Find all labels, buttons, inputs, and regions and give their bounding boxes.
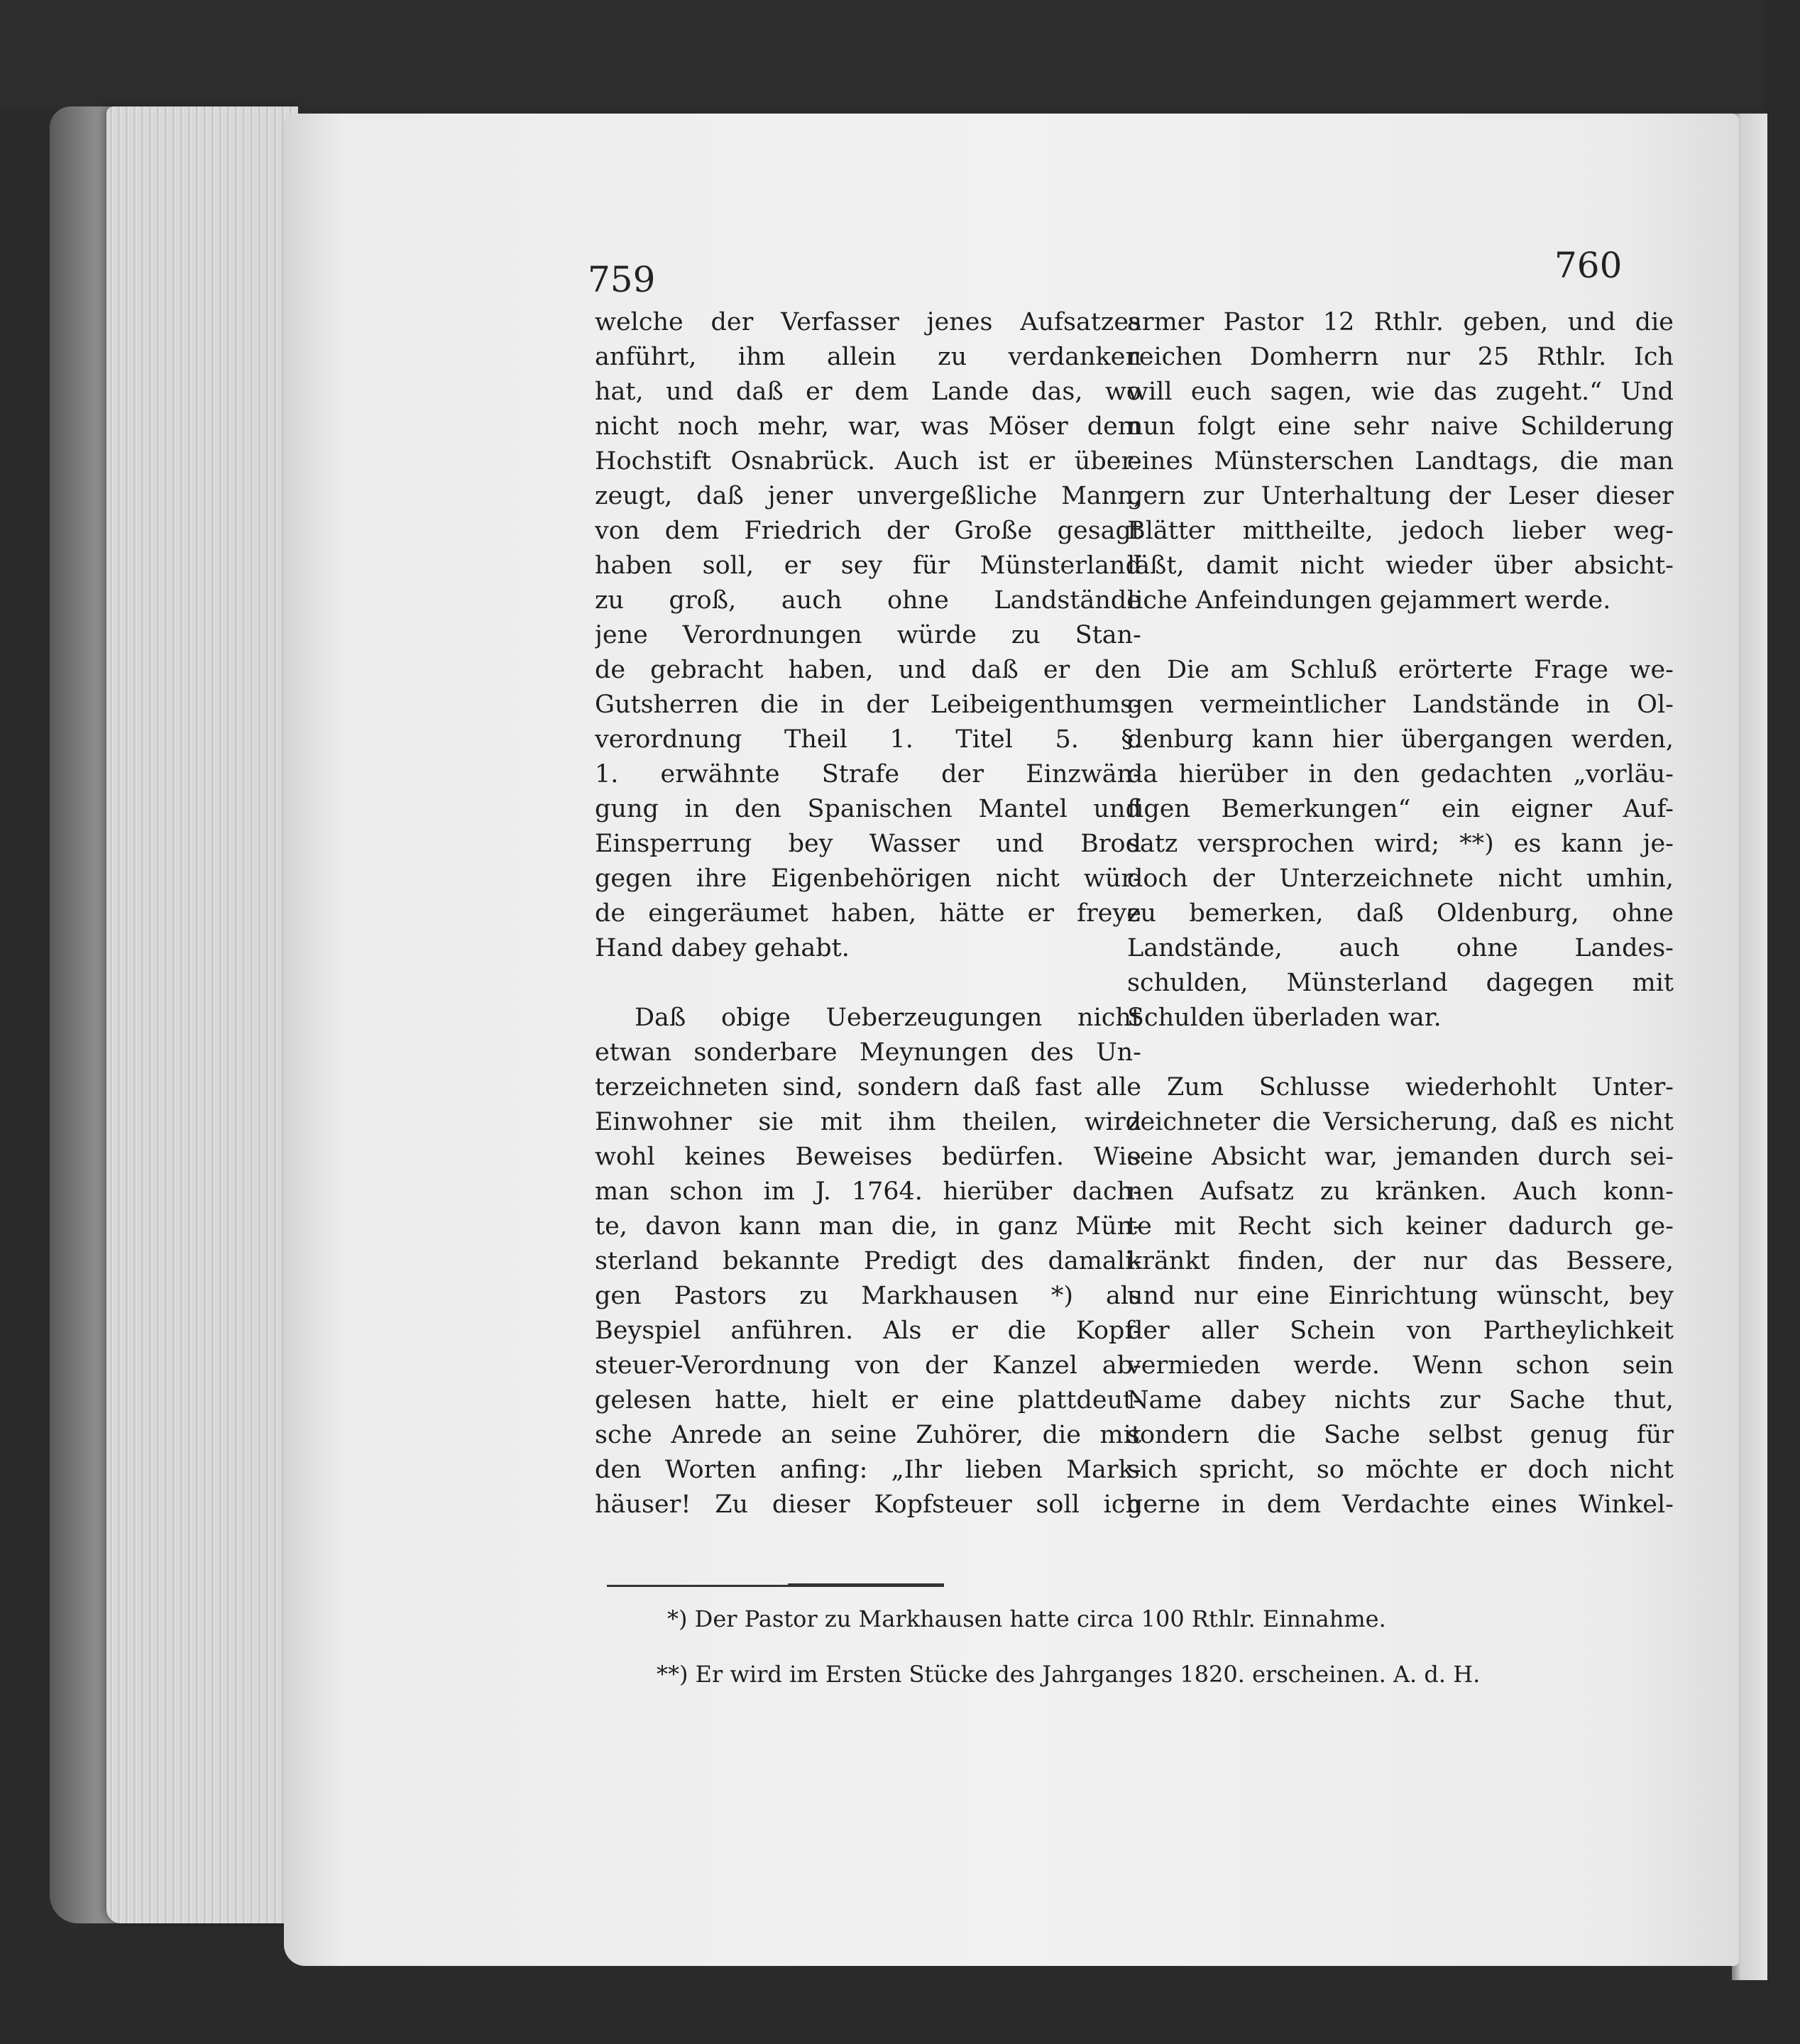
text-line: welche der Verfasser jenes Aufsatzes <box>595 308 1141 336</box>
text-column-right <box>1127 305 1674 1522</box>
text-line: Hand dabey gehabt. <box>595 934 850 962</box>
text-line: zu bemerken, daß Oldenburg, ohne <box>1127 899 1674 928</box>
text-line: 1. erwähnte Strafe der Einzwän- <box>595 760 1141 789</box>
text-line: gerne in dem Verdachte eines Winkel- <box>1127 1490 1674 1519</box>
text-line: man schon im J. 1764. hierüber dach- <box>595 1177 1141 1206</box>
footnote-2: **) Er wird im Ersten Stücke des Jahrganges 1820. erscheinen. A. d. H. <box>657 1661 1481 1688</box>
text-line: Einsperrung bey Wasser und Brod <box>595 830 1141 858</box>
text-line: gung in den Spanischen Mantel und <box>595 795 1141 823</box>
text-line: seine Absicht war, jemanden durch sei- <box>1127 1143 1674 1171</box>
text-line: vermieden werde. Wenn schon sein <box>1127 1351 1674 1380</box>
text-line: verordnung Theil 1. Titel 5. §. <box>595 725 1141 754</box>
text-line: eines Münsterschen Landtags, die man <box>1127 447 1674 476</box>
text-line: Landstände, auch ohne Landes- <box>1127 934 1674 962</box>
scan-background-right <box>1765 0 1800 2044</box>
text-column-left <box>595 305 1141 1522</box>
text-line: gen Pastors zu Markhausen *) als <box>595 1282 1141 1310</box>
footnote-rule-thick <box>788 1583 944 1587</box>
text-line: nen Aufsatz zu kränken. Auch konn- <box>1127 1177 1674 1206</box>
page-number-right: 760 <box>1554 245 1623 286</box>
text-line: armer Pastor 12 Rthlr. geben, und die <box>1127 308 1674 336</box>
text-line: der aller Schein von Partheylichkeit <box>1127 1317 1674 1345</box>
text-line: de gebracht haben, und daß er den <box>595 656 1141 684</box>
text-line: gern zur Unterhaltung der Leser dieser <box>1127 482 1674 510</box>
text-line: häuser! Zu dieser Kopfsteuer soll ich <box>595 1490 1141 1519</box>
text-line: gelesen hatte, hielt er eine plattdeut- <box>595 1386 1141 1414</box>
text-line: sche Anrede an seine Zuhörer, die mit <box>595 1421 1141 1449</box>
text-line: Zum Schlusse wiederhohlt Unter- <box>1167 1073 1674 1101</box>
text-line: te mit Recht sich keiner dadurch ge- <box>1127 1212 1674 1241</box>
text-line: doch der Unterzeichnete nicht umhin, <box>1127 864 1674 893</box>
text-line: von dem Friedrich der Große gesagt <box>595 517 1141 545</box>
text-line: Blätter mittheilte, jedoch lieber weg- <box>1127 517 1674 545</box>
text-line: zu groß, auch ohne Landstände <box>595 586 1141 615</box>
text-line: denburg kann hier übergangen werden, <box>1127 725 1674 754</box>
text-line: reichen Domherrn nur 25 Rthlr. Ich <box>1127 343 1674 371</box>
text-line: anführt, ihm allein zu verdanken <box>595 343 1141 371</box>
text-line: Einwohner sie mit ihm theilen, wird <box>595 1108 1141 1136</box>
text-line: jene Verordnungen würde zu Stan- <box>595 621 1141 649</box>
text-line: haben soll, er sey für Münsterland <box>595 551 1141 580</box>
text-line: und nur eine Einrichtung wünscht, bey <box>1127 1282 1674 1310</box>
text-line: da hierüber in den gedachten „vorläu- <box>1127 760 1674 789</box>
text-line: satz versprochen wird; **) es kann je- <box>1127 830 1674 858</box>
text-line: zeichneter die Versicherung, daß es nicht <box>1127 1108 1674 1136</box>
text-line: den Worten anfing: „Ihr lieben Mark- <box>595 1456 1141 1484</box>
text-line: Daß obige Ueberzeugungen nicht <box>635 1004 1141 1032</box>
text-line: Name dabey nichts zur Sache thut, <box>1127 1386 1674 1414</box>
text-line: will euch sagen, wie das zugeht.“ Und <box>1127 378 1674 406</box>
footnote-1: *) Der Pastor zu Markhausen hatte circa 100 Rthlr. Einnahme. <box>667 1605 1386 1632</box>
text-line: schulden, Münsterland dagegen mit <box>1127 969 1674 997</box>
page-number-left: 759 <box>588 259 656 300</box>
text-line: Beyspiel anführen. Als er die Kopf- <box>595 1317 1141 1345</box>
text-line: gegen ihre Eigenbehörigen nicht wür- <box>595 864 1141 893</box>
scan-background-bottom <box>0 1980 1800 2044</box>
text-line: etwan sonderbare Meynungen des Un- <box>595 1038 1141 1067</box>
text-line: läßt, damit nicht wieder über absicht- <box>1127 551 1674 580</box>
text-line: de eingeräumet haben, hätte er freye <box>595 899 1141 928</box>
text-line: Die am Schluß erörterte Frage we- <box>1167 656 1674 684</box>
text-line: sich spricht, so möchte er doch nicht <box>1127 1456 1674 1484</box>
text-line: zeugt, daß jener unvergeßliche Mann, <box>595 482 1141 510</box>
text-line: steuer-Verordnung von der Kanzel ab- <box>595 1351 1141 1380</box>
text-line: hat, und daß er dem Lande das, wo <box>595 378 1141 406</box>
text-line: gen vermeintlicher Landstände in Ol- <box>1127 691 1674 719</box>
text-line: figen Bemerkungen“ ein eigner Auf- <box>1127 795 1674 823</box>
text-line: sterland bekannte Predigt des damali- <box>595 1247 1141 1275</box>
scan-background-top <box>0 0 1800 106</box>
text-line: te, davon kann man die, in ganz Mün- <box>595 1212 1141 1241</box>
text-line: terzeichneten sind, sondern daß fast alle <box>595 1073 1141 1101</box>
footnote-rule <box>607 1585 788 1587</box>
paragraph-gap <box>1127 618 1674 653</box>
text-line: nun folgt eine sehr naive Schilderung <box>1127 412 1674 441</box>
text-line: liche Anfeindungen gejammert werde. <box>1127 586 1611 615</box>
text-line: Gutsherren die in der Leibeigenthums- <box>595 691 1141 719</box>
paragraph-gap <box>1127 1035 1674 1070</box>
paragraph-gap <box>595 966 1141 1001</box>
text-line: Schulden überladen war. <box>1127 1004 1442 1032</box>
text-line: nicht noch mehr, war, was Möser dem <box>595 412 1141 441</box>
text-line: Hochstift Osnabrück. Auch ist er über- <box>595 447 1141 476</box>
text-line: sondern die Sache selbst genug für <box>1127 1421 1674 1449</box>
text-line: wohl keines Beweises bedürfen. Wie <box>595 1143 1141 1171</box>
text-line: kränkt finden, der nur das Bessere, <box>1127 1247 1674 1275</box>
page-edges <box>106 106 298 1923</box>
